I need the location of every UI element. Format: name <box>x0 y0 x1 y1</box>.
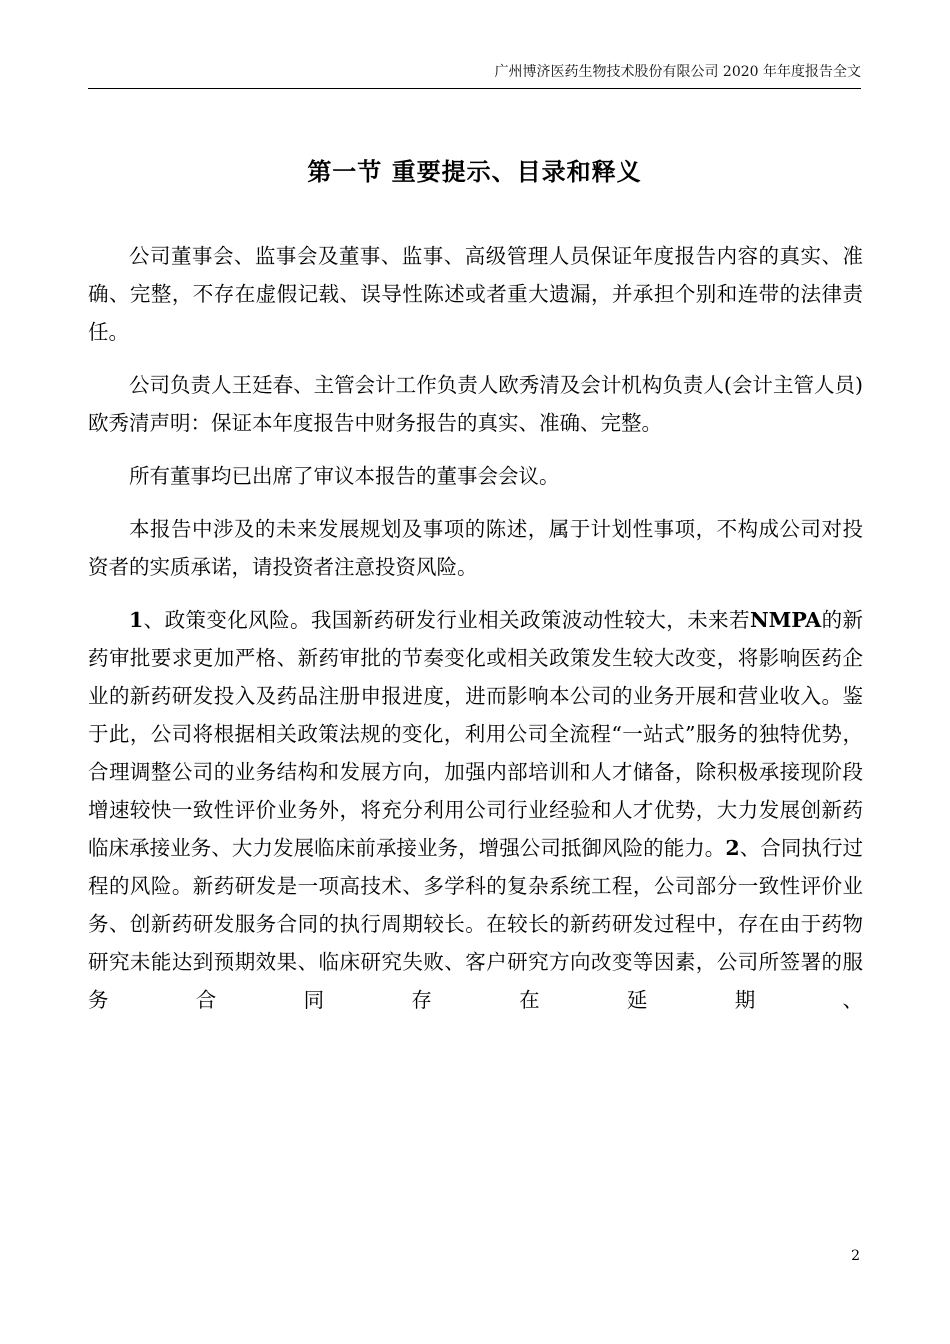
paragraph-responsibility: 公司董事会、监事会及董事、监事、高级管理人员保证年度报告内容的真实、准确、完整，不存在虚假记载、误导性陈述或者重大遗漏，并承担个别和连带的法律责任。 <box>88 244 863 344</box>
risk2-text: 、合同执行过程的风险。新药研发是一项高技术、多学科的复杂系统工程，公司部分一致性评价业务、创新药研发服务合同的执行周期较长。在较长的新药研发过程中，存在由于药物研究未能达到预期效果、临床研究失败、客户研究方向改变等因素，公司所签署的服务合同存在延期、 <box>88 836 864 1012</box>
header-divider <box>88 88 861 89</box>
risk1-number: 1 <box>129 608 144 632</box>
risk1-text: 、政策变化风险。我国新药研发行业相关政策波动性较大，未来若 <box>143 608 750 632</box>
page-number: 2 <box>851 1248 860 1264</box>
section-title: 第一节 重要提示、目录和释义 <box>307 157 642 186</box>
paragraph-risks <box>88 601 863 1019</box>
paragraph-forward-looking: 本报告中涉及的未来发展规划及事项的陈述，属于计划性事项，不构成公司对投资者的实质承诺，请投资者注意投资风险。 <box>88 517 863 579</box>
document-body <box>88 237 863 1034</box>
risk1-rest: 的新药审批要求更加严格、新药审批的节奏变化或相关政策发生较大改变，将影响医药企业的新药研发投入及药品注册申报进度，进而影响本公司的业务开展和营业收入。鉴于此，公司将根据相关政策法规的变化，利用公司全流程“一站式”服务的独特优势，合理调整公司的业务结构和发展方向，加强内部培训和人才储备，除积极承接现阶段增速较快一致性评价业务外，将充分利用公司行业经验和人才优势，大力发展创新药临床承接业务、大力发展临床前承接业务，增强公司抵御风险的能力。 <box>88 608 864 860</box>
paragraph-board-attendance: 所有董事均已出席了审议本报告的董事会会议。 <box>129 464 560 488</box>
risk1-nmpa: NMPA <box>749 608 822 632</box>
risk2-number: 2 <box>725 836 740 860</box>
running-header: 广州博济医药生物技术股份有限公司 2020 年年度报告全文 <box>494 64 861 80</box>
paragraph-financial-statement: 公司负责人王廷春、主管会计工作负责人欧秀清及会计机构负责人(会计主管人员)欧秀清声明：保证本年度报告中财务报告的真实、准确、完整。 <box>88 373 863 435</box>
